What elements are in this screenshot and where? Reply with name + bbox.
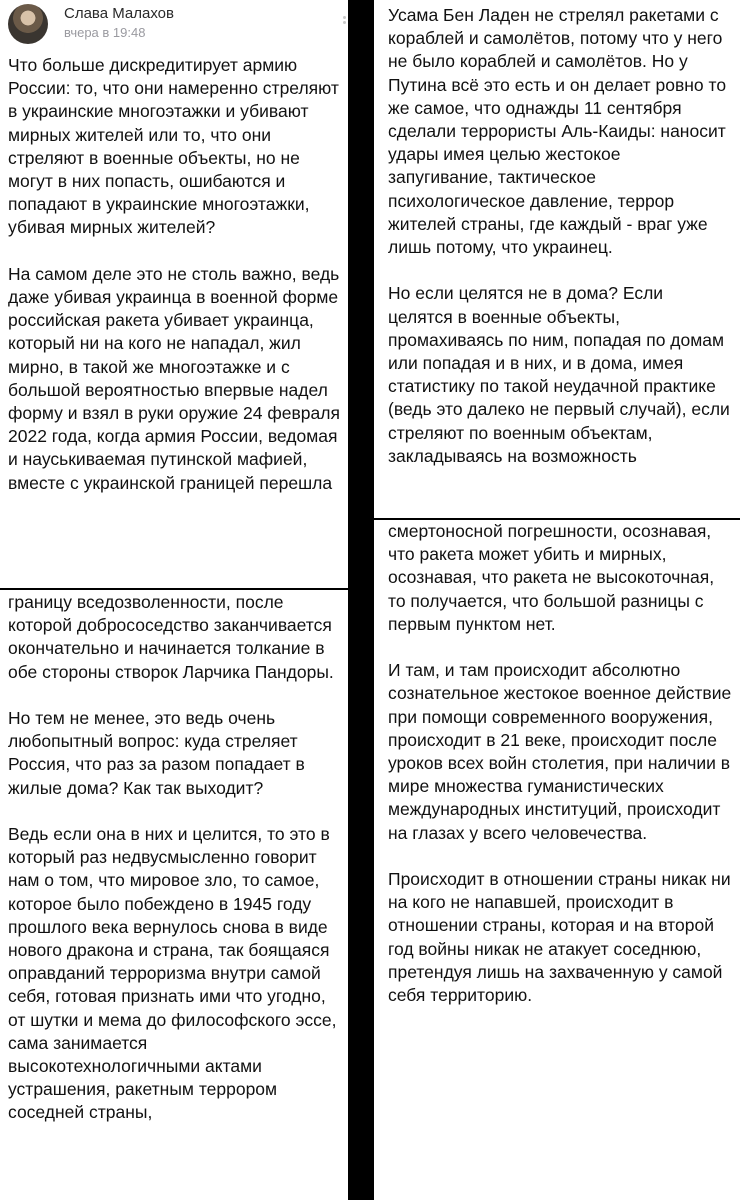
post-panel-left-bottom <box>0 590 348 1200</box>
post-text-part-4: смертоносной погрешности, осознавая, что ракета может убить и мирных, осознавая, что ракета не высокоточная, то получается, что большой разницы с первым пунктом нет. И там, и там происходит абсолютно сознательное жестокое военное действие при помощи современного вооружения, происходит в 21 веке, происходит после уроков всех войн столетия, при наличии в мире множества гуманистических международных институций, происходит на глазах у всего человечества. Происходит в отношении страны никак ни на кого не напавшей, происходит в отношении страны, которая и на второй год войны никак не атакует соседнюю, претендуя лишь на захваченную у самой себя территорию. <box>388 521 732 1006</box>
post-time[interactable]: вчера в 19:48 <box>64 25 146 40</box>
post-text-part-3: Усама Бен Ладен не стрелял ракетами с кораблей и самолётов, потому что у него не было кораблей и самолётов. Но у Путина всё это есть и он делает ровно то же самое, что однажды 11 сентября сделали террористы Аль-Каиды: наносит удары имея целью жестокое запугивание, тактическое психологическое давление, террор жителей страны, где каждый - враг уже лишь потому, что украинец. Но если целятся не в дома? Если целятся в военные объекты, промахиваясь по ним, попадая по домам или попадая и в них, и в дома, имея статистику по такой неудачной практике (ведь это далеко не первый случай), если стреляют по военным объектам, закладываясь на возможность <box>388 5 730 466</box>
more-menu-icon[interactable] <box>343 16 347 28</box>
post-panel-right-bottom <box>374 520 740 1200</box>
author-name[interactable]: Слава Малахов <box>64 5 174 22</box>
post-panel-right-top <box>374 0 740 518</box>
post-panel-left-top <box>0 0 348 588</box>
post-text-part-1: Что больше дискредитирует армию России: то, что они намеренно стреляют в украинские многоэтажки и убивают мирных жителей или то, что они стреляют в военные объекты, но не могут в них попасть, ошибаются и попадают в украинские многоэтажки, убивая мирных жителей? На самом деле это не столь важно, ведь даже убивая украинца в военной форме российская ракета убивает украинца, который ни на кого не нападал, жил мирно, в такой же многоэтажке и с большой вероятностью впервые надел форму и взял в руки оружие 24 февраля 2022 года, когда армия России, ведомая и науськиваемая путинской мафией, вместе с украинской границей перешла <box>8 55 340 493</box>
post-text-part-2: границу вседозволенности, после которой добрососедство заканчивается окончательно и начинается толкание в обе стороны створок Ларчика Пандоры. Но тем не менее, это ведь очень любопытный вопрос: куда стреляет Россия, что раз за разом попадает в жилые дома? Как так выходит? Ведь если она в них и целится, то это в который раз недвусмысленно говорит нам о том, что мировое зло, то самое, которое было побеждено в 1945 году прошлого века вернулось снова в виде нового дракона и страна, так боящаяся оправданий терроризма внутри самой себя, готовая признать ими что угодно, от шутки и мема до философского эссе, сама занимается высокотехнологичными актами устрашения, ракетным террором соседней страны, <box>8 592 337 1123</box>
avatar[interactable] <box>8 4 48 44</box>
post-header <box>8 4 338 44</box>
